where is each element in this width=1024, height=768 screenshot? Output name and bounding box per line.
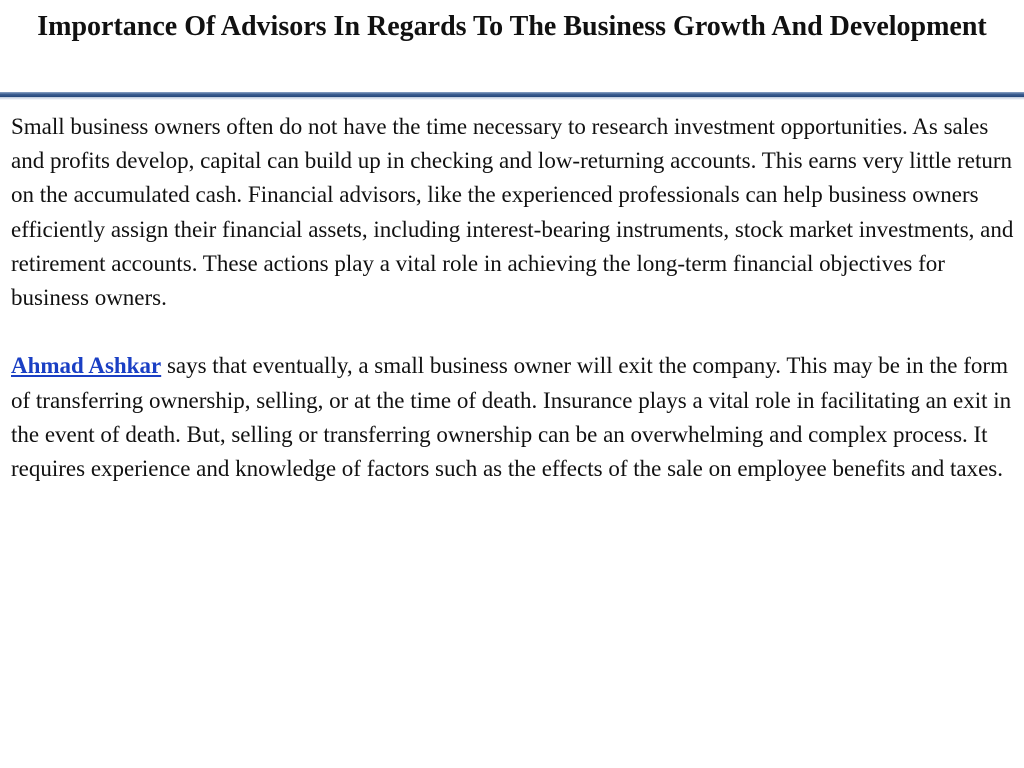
paragraph-2-text: says that eventually, a small business owner will exit the company. This may be in the form of transferring ownership, selling, or at the time of death. Insurance plays a vital role in facilitating an exit in the event of death. But, selling or transferring ownership can be an overwhelming and complex process. It requires experience and knowledge of factors such as the effects of the sale on employee benefits and taxes.: [11, 353, 1012, 482]
paragraph-2: [11, 349, 1016, 486]
body-content: [11, 110, 1016, 486]
author-link[interactable]: Ahmad Ashkar: [11, 353, 162, 379]
paragraph-spacer: [11, 315, 1016, 349]
title-divider-shadow: [0, 97, 1024, 100]
paragraph-1: Small business owners often do not have the time necessary to research investment opportunities. As sales and profits develop, capital can build up in checking and low-returning accounts. This earns very little return on the accumulated cash. Financial advisors, like the experienced professionals can help business owners efficiently assign their financial assets, including interest-bearing instruments, stock market investments, and retirement accounts. These actions play a vital role in achieving the long-term financial objectives for business owners.: [11, 114, 1014, 311]
page-title: Importance Of Advisors In Regards To The Business Growth And Development: [37, 11, 987, 42]
